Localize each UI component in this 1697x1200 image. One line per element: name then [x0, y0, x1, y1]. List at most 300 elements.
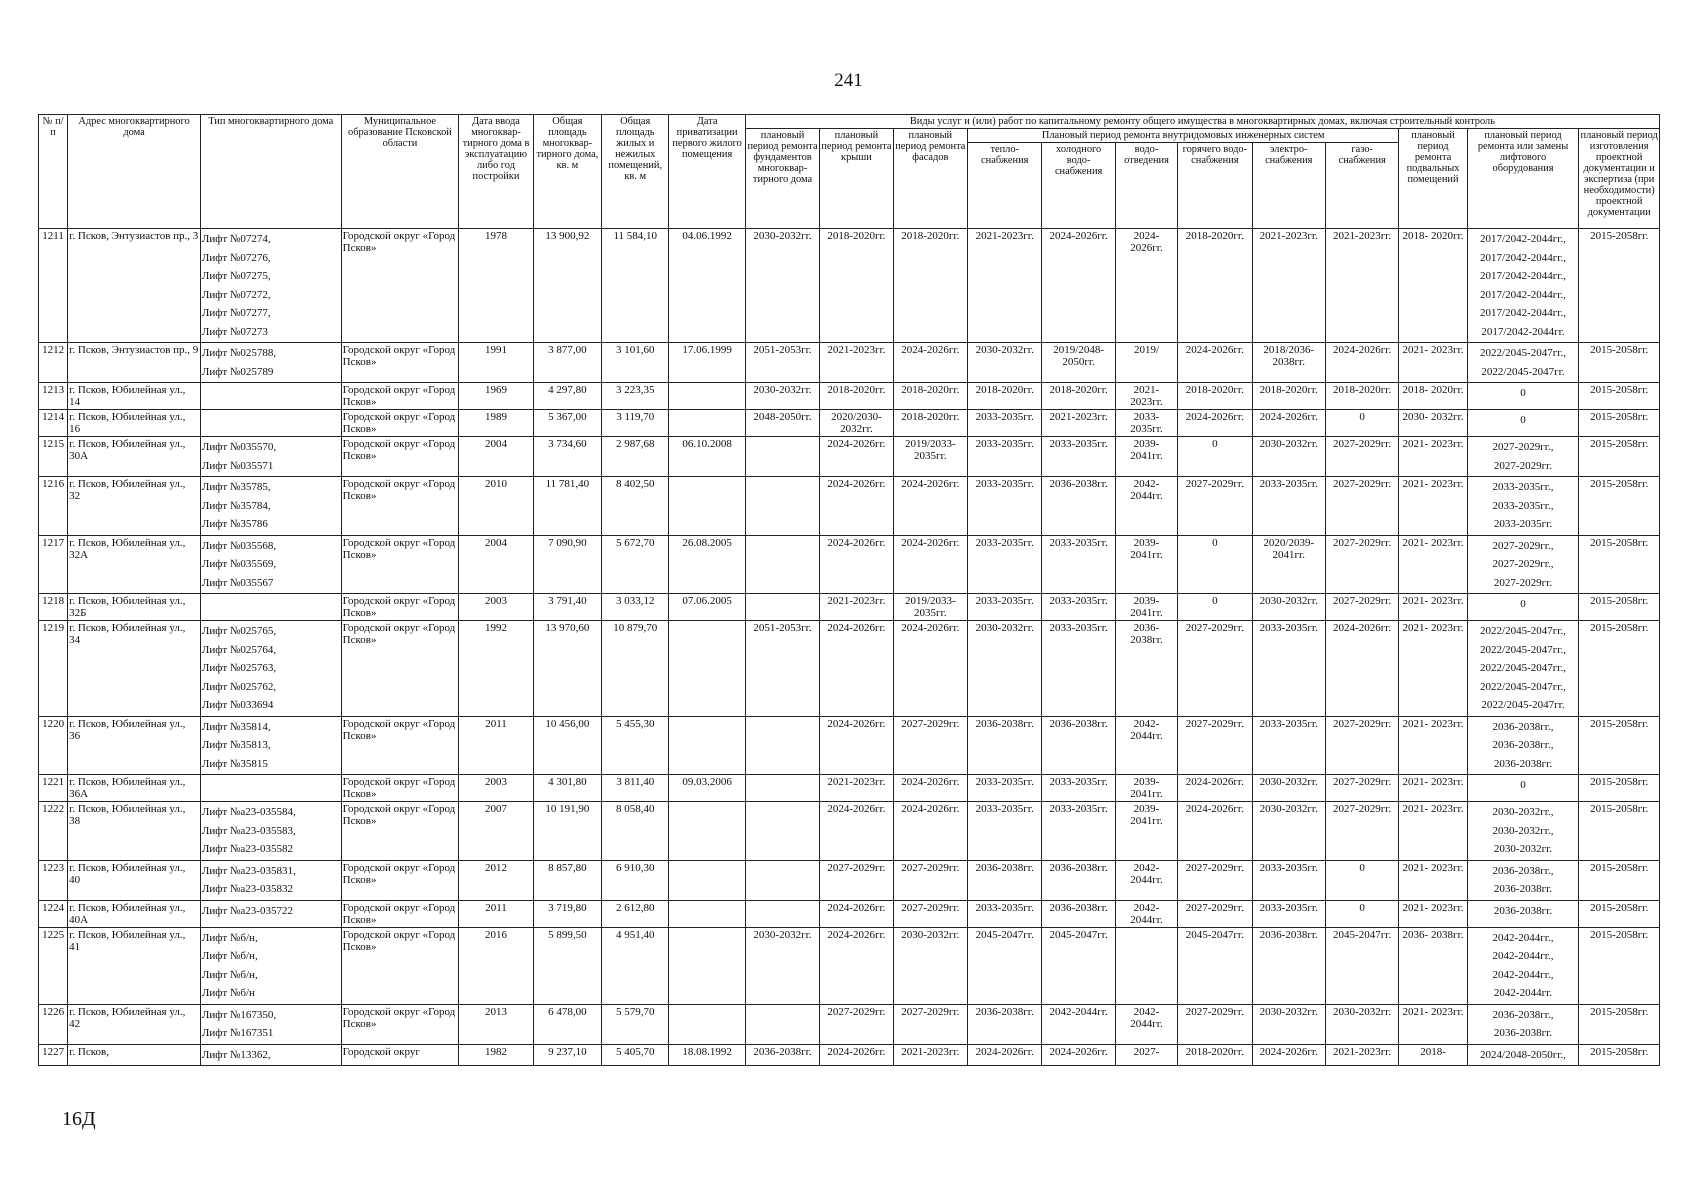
cell-roof: 2021-2023гг. [820, 775, 893, 802]
cell-foundation: 2030-2032гг. [745, 229, 819, 343]
cell-address: г. Псков, Юбилейная ул., 32 [68, 477, 201, 536]
cell-basement: 2021- 2023гг. [1399, 775, 1467, 802]
cell-facade: 2019/2033- 2035гг. [893, 594, 967, 621]
cell-drainage: 2039- 2041гг. [1115, 775, 1177, 802]
cell-living-area: 5 672,70 [602, 535, 669, 594]
lift-item: Лифт №а23-035832 [201, 883, 293, 895]
cell-heat: 2036-2038гг. [968, 716, 1042, 775]
cell-heat: 2036-2038гг. [968, 860, 1042, 900]
cell-year: 2004 [459, 535, 533, 594]
cell-gas: 2024-2026гг. [1325, 621, 1398, 717]
cell-foundation [745, 1004, 819, 1044]
cell-electric: 2018/2036- 2038гг. [1252, 343, 1325, 383]
lift-item: Лифт №а23-035584, [201, 806, 296, 818]
cell-gas: 0 [1325, 410, 1398, 437]
cell-basement: 2036- 2038гг. [1399, 927, 1467, 1004]
cell-hot-water: 0 [1178, 535, 1252, 594]
cell-municipality: Городской округ [341, 1044, 459, 1066]
cell-heat: 2030-2032гг. [968, 621, 1042, 717]
cell-project: 2015-2058гг. [1579, 535, 1660, 594]
cell-basement: 2018- [1399, 1044, 1467, 1066]
header-address: Адрес многоквартирного дома [68, 115, 201, 229]
cell-municipality: Городской округ «Город Псков» [341, 900, 459, 927]
cell-facade: 2018-2020гг. [893, 229, 967, 343]
cell-num: 1218 [39, 594, 68, 621]
cell-facade: 2019/2033- 2035гг. [893, 437, 967, 477]
cell-facade: 2024-2026гг. [893, 802, 967, 861]
cell-facade: 2018-2020гг. [893, 383, 967, 410]
elevator-period-item: 2027-2029гг., [1492, 539, 1554, 552]
cell-num: 1226 [39, 1004, 68, 1044]
elevator-period-item: 2033-2035гг., [1492, 481, 1554, 493]
cell-cold-water: 2033-2035гг. [1042, 621, 1115, 717]
cell-address: г. Псков, Юбилейная ул., 32А [68, 535, 201, 594]
cell-gas: 2027-2029гг. [1325, 775, 1398, 802]
cell-year: 2010 [459, 477, 533, 536]
cell-heat: 2033-2035гг. [968, 802, 1042, 861]
table-row [39, 860, 1660, 900]
cell-basement: 2021- 2023гг. [1399, 716, 1467, 775]
cell-total-area: 3 791,40 [533, 594, 601, 621]
cell-total-area: 4 297,80 [533, 383, 601, 410]
cell-address: г. Псков, Юбилейная ул., 34 [68, 621, 201, 717]
cell-total-area: 3 719,80 [533, 900, 601, 927]
cell-heat: 2033-2035гг. [968, 594, 1042, 621]
elevator-period-item: 2036-2038гг., [1492, 1008, 1554, 1021]
cell-roof: 2018-2020гг. [820, 229, 893, 343]
lift-item: Лифт №025762, [201, 680, 277, 693]
cell-electric: 2030-2032гг. [1252, 594, 1325, 621]
cell-address: г. Псков, Юбилейная ул., 16 [68, 410, 201, 437]
cell-living-area: 3 101,60 [602, 343, 669, 383]
cell-elevator [1467, 594, 1579, 621]
lift-item: Лифт №35784, [201, 499, 271, 512]
cell-privatization [669, 802, 745, 861]
cell-facade: 2024-2026гг. [893, 477, 967, 536]
cell-hot-water: 2018-2020гг. [1178, 1044, 1252, 1066]
cell-drainage: 2019/ [1115, 343, 1177, 383]
lift-item: Лифт №а23-035722 [201, 904, 293, 917]
cell-municipality: Городской округ «Город Псков» [341, 437, 459, 477]
cell-electric: 2033-2035гг. [1252, 477, 1325, 536]
cell-privatization: 26.08.2005 [669, 535, 745, 594]
cell-foundation [745, 900, 819, 927]
cell-lifts [200, 775, 341, 802]
cell-roof: 2024-2026гг. [820, 716, 893, 775]
cell-elevator [1467, 860, 1579, 900]
cell-basement: 2021- 2023гг. [1399, 900, 1467, 927]
table-row [39, 343, 1660, 383]
cell-address: г. Псков, Юбилейная ул., 36А [68, 775, 201, 802]
cell-drainage: 2033- 2035гг. [1115, 410, 1177, 437]
cell-elevator [1467, 716, 1579, 775]
cell-address: г. Псков, Юбилейная ул., 30А [68, 437, 201, 477]
cell-basement: 2018- 2020гг. [1399, 383, 1467, 410]
cell-address: г. Псков, Энтузиастов пр., 3 [68, 229, 201, 343]
cell-basement: 2021- 2023гг. [1399, 802, 1467, 861]
cell-electric: 2021-2023гг. [1252, 229, 1325, 343]
lift-item: Лифт №025765, [201, 625, 277, 637]
header-gas: газо- снабжения [1325, 143, 1398, 229]
lift-item: Лифт №07272, [201, 288, 271, 301]
cell-heat: 2033-2035гг. [968, 535, 1042, 594]
cell-municipality: Городской округ «Город Псков» [341, 535, 459, 594]
cell-electric: 2033-2035гг. [1252, 621, 1325, 717]
lift-item: Лифт №035571 [201, 459, 274, 472]
cell-num: 1222 [39, 802, 68, 861]
cell-year: 2012 [459, 860, 533, 900]
cell-living-area: 2 987,68 [602, 437, 669, 477]
cell-lifts [200, 716, 341, 775]
cell-basement: 2021- 2023гг. [1399, 477, 1467, 536]
cell-living-area: 3 811,40 [602, 775, 669, 802]
cell-project: 2015-2058гг. [1579, 900, 1660, 927]
elevator-period-item: 2030-2032гг., [1492, 806, 1554, 818]
header-basement: плановый период ремонта подвальных помещений [1399, 129, 1467, 229]
cell-drainage: 2042- 2044гг. [1115, 860, 1177, 900]
cell-municipality: Городской округ «Город Псков» [341, 860, 459, 900]
cell-gas: 2027-2029гг. [1325, 437, 1398, 477]
cell-foundation [745, 860, 819, 900]
cell-municipality: Городской округ «Город Псков» [341, 410, 459, 437]
table-row [39, 802, 1660, 861]
cell-lifts [200, 1004, 341, 1044]
elevator-period-item: 2027-2029гг., [1492, 441, 1554, 453]
cell-elevator [1467, 1004, 1579, 1044]
cell-heat: 2036-2038гг. [968, 1004, 1042, 1044]
cell-lifts [200, 343, 341, 383]
cell-elevator [1467, 900, 1579, 927]
cell-cold-water: 2042-2044гг. [1042, 1004, 1115, 1044]
cell-year: 1992 [459, 621, 533, 717]
cell-total-area: 3 877,00 [533, 343, 601, 383]
cell-address: г. Псков, Юбилейная ул., 40А [68, 900, 201, 927]
page-number: 241 [834, 70, 863, 91]
cell-num: 1219 [39, 621, 68, 717]
cell-living-area: 2 612,80 [602, 900, 669, 927]
lift-item: Лифт №025764, [201, 643, 277, 656]
table-body [39, 229, 1660, 1066]
cell-address: г. Псков, Юбилейная ул., 38 [68, 802, 201, 861]
lift-item: Лифт №07276, [201, 251, 271, 264]
elevator-period-item: 2027-2029гг., [1492, 558, 1554, 570]
cell-electric: 2020/2039- 2041гг. [1252, 535, 1325, 594]
cell-roof: 2027-2029гг. [820, 1004, 893, 1044]
elevator-period-item: 2017/2042-2044гг. [1481, 325, 1565, 338]
lift-item: Лифт №07274, [201, 233, 271, 245]
cell-roof: 2021-2023гг. [820, 343, 893, 383]
cell-roof: 2024-2026гг. [820, 1044, 893, 1066]
lift-item: Лифт №033694 [201, 699, 274, 711]
cell-lifts [200, 410, 341, 437]
cell-privatization: 09.03.2006 [669, 775, 745, 802]
cell-facade: 2024-2026гг. [893, 535, 967, 594]
cell-cold-water: 2024-2026гг. [1042, 229, 1115, 343]
cell-heat: 2030-2032гг. [968, 343, 1042, 383]
cell-living-area: 8 058,40 [602, 802, 669, 861]
cell-lifts [200, 594, 341, 621]
cell-hot-water: 2027-2029гг. [1178, 900, 1252, 927]
cell-privatization: 18.08.1992 [669, 1044, 745, 1066]
header-elevator: плановый период ремонта или замены лифтового оборудования [1467, 129, 1579, 229]
cell-electric: 2030-2032гг. [1252, 437, 1325, 477]
cell-basement: 2030- 2032гг. [1399, 410, 1467, 437]
cell-drainage: 2039- 2041гг. [1115, 437, 1177, 477]
cell-electric: 2024-2026гг. [1252, 410, 1325, 437]
header-municipality: Муниципальное образование Псковской области [341, 115, 459, 229]
cell-year: 2003 [459, 775, 533, 802]
cell-total-area: 9 237,10 [533, 1044, 601, 1066]
cell-foundation [745, 716, 819, 775]
cell-elevator [1467, 410, 1579, 437]
cell-project: 2015-2058гг. [1579, 229, 1660, 343]
cell-foundation [745, 775, 819, 802]
cell-municipality: Городской округ «Город Псков» [341, 343, 459, 383]
lift-item: Лифт №б/н, [201, 950, 258, 962]
cell-municipality: Городской округ «Город Псков» [341, 716, 459, 775]
cell-living-area: 3 033,12 [602, 594, 669, 621]
cell-hot-water: 2045-2047гг. [1178, 927, 1252, 1004]
cell-roof: 2024-2026гг. [820, 535, 893, 594]
cell-total-area: 5 899,50 [533, 927, 601, 1004]
cell-heat: 2033-2035гг. [968, 900, 1042, 927]
cell-electric: 2018-2020гг. [1252, 383, 1325, 410]
cell-total-area: 13 970,60 [533, 621, 601, 717]
cell-project: 2015-2058гг. [1579, 716, 1660, 775]
cell-privatization: 04.06.1992 [669, 229, 745, 343]
cell-municipality: Городской округ «Город Псков» [341, 477, 459, 536]
cell-foundation: 2051-2053гг. [745, 621, 819, 717]
elevator-period-item: 2042-2044гг. [1493, 987, 1553, 999]
cell-roof: 2027-2029гг. [820, 860, 893, 900]
cell-address: г. Псков, [68, 1044, 201, 1066]
cell-electric: 2024-2026гг. [1252, 1044, 1325, 1066]
cell-address: г. Псков, Юбилейная ул., 40 [68, 860, 201, 900]
cell-electric: 2033-2035гг. [1252, 900, 1325, 927]
cell-total-area: 10 456,00 [533, 716, 601, 775]
cell-elevator [1467, 927, 1579, 1004]
cell-living-area: 4 951,40 [602, 927, 669, 1004]
cell-drainage: 2042- 2044гг. [1115, 716, 1177, 775]
elevator-period-item: 2022/2045-2047гг., [1480, 347, 1567, 359]
cell-num: 1211 [39, 229, 68, 343]
cell-privatization [669, 477, 745, 536]
cell-living-area: 5 579,70 [602, 1004, 669, 1044]
cell-total-area: 7 090,90 [533, 535, 601, 594]
cell-total-area: 8 857,80 [533, 860, 601, 900]
lift-item: Лифт №б/н, [201, 968, 258, 981]
elevator-period-item: 2017/2042-2044гг., [1480, 251, 1567, 264]
cell-address: г. Псков, Юбилейная ул., 32Б [68, 594, 201, 621]
lift-item: Лифт №07273 [201, 325, 268, 338]
cell-living-area: 6 910,30 [602, 860, 669, 900]
cell-living-area: 11 584,10 [602, 229, 669, 343]
cell-gas: 2027-2029гг. [1325, 802, 1398, 861]
elevator-period-item: 0 [1520, 414, 1526, 426]
cell-project: 2015-2058гг. [1579, 621, 1660, 717]
elevator-period-item: 2036-2038гг., [1492, 720, 1554, 733]
cell-heat: 2033-2035гг. [968, 477, 1042, 536]
cell-lifts [200, 927, 341, 1004]
header-works-group: Виды услуг и (или) работ по капитальному ремонту общего имущества в многоквартирных домах, включая строительный контроль [745, 115, 1659, 129]
cell-project: 2015-2058гг. [1579, 775, 1660, 802]
cell-address: г. Псков, Юбилейная ул., 14 [68, 383, 201, 410]
cell-municipality: Городской округ «Город Псков» [341, 927, 459, 1004]
cell-lifts [200, 535, 341, 594]
cell-basement: 2021- 2023гг. [1399, 1004, 1467, 1044]
cell-roof: 2024-2026гг. [820, 621, 893, 717]
cell-facade: 2021-2023гг. [893, 1044, 967, 1066]
footer-code: 16Д [62, 1108, 96, 1130]
cell-basement: 2018- 2020гг. [1399, 229, 1467, 343]
cell-year: 2013 [459, 1004, 533, 1044]
header-living-area: Общая площадь жилых и нежилых помещений, кв. м [602, 115, 669, 229]
cell-gas: 2027-2029гг. [1325, 535, 1398, 594]
cell-gas: 2027-2029гг. [1325, 594, 1398, 621]
cell-privatization [669, 410, 745, 437]
cell-drainage: 2027- [1115, 1044, 1177, 1066]
cell-municipality: Городской округ «Город Псков» [341, 621, 459, 717]
cell-foundation [745, 594, 819, 621]
cell-cold-water: 2033-2035гг. [1042, 802, 1115, 861]
cell-gas: 2027-2029гг. [1325, 477, 1398, 536]
cell-drainage: 2039- 2041гг. [1115, 802, 1177, 861]
cell-heat: 2024-2026гг. [968, 1044, 1042, 1066]
elevator-period-item: 2027-2029гг. [1493, 576, 1553, 589]
cell-foundation [745, 437, 819, 477]
cell-gas: 2030-2032гг. [1325, 1004, 1398, 1044]
cell-electric: 2030-2032гг. [1252, 802, 1325, 861]
cell-roof: 2024-2026гг. [820, 900, 893, 927]
cell-num: 1224 [39, 900, 68, 927]
cell-cold-water: 2033-2035гг. [1042, 594, 1115, 621]
cell-electric: 2030-2032гг. [1252, 1004, 1325, 1044]
cell-elevator [1467, 383, 1579, 410]
cell-roof: 2024-2026гг. [820, 437, 893, 477]
cell-privatization: 06.10.2008 [669, 437, 745, 477]
elevator-period-item: 2030-2032гг. [1493, 843, 1553, 855]
cell-year: 1969 [459, 383, 533, 410]
cell-elevator [1467, 343, 1579, 383]
lift-item: Лифт №167351 [201, 1027, 274, 1039]
header-systems-group: Плановый период ремонта внутридомовых инженерных систем [968, 129, 1399, 143]
elevator-period-item: 2024/2048-2050гг., [1480, 1048, 1567, 1061]
header-heat: тепло- снабжения [968, 143, 1042, 229]
elevator-period-item: 2022/2045-2047гг., [1480, 680, 1567, 693]
cell-elevator [1467, 775, 1579, 802]
cell-drainage: 2042- 2044гг. [1115, 900, 1177, 927]
lift-item: Лифт №а23-035583, [201, 824, 296, 837]
cell-elevator [1467, 1044, 1579, 1066]
cell-lifts [200, 900, 341, 927]
cell-project: 2015-2058гг. [1579, 802, 1660, 861]
cell-gas: 0 [1325, 900, 1398, 927]
cell-foundation [745, 535, 819, 594]
cell-num: 1223 [39, 860, 68, 900]
cell-foundation: 2048-2050гг. [745, 410, 819, 437]
cell-municipality: Городской округ «Город Псков» [341, 802, 459, 861]
cell-gas: 2027-2029гг. [1325, 716, 1398, 775]
cell-roof: 2020/2030- 2032гг. [820, 410, 893, 437]
elevator-period-item: 2036-2038гг. [1493, 883, 1553, 895]
cell-elevator [1467, 621, 1579, 717]
cell-privatization [669, 1004, 745, 1044]
cell-project: 2015-2058гг. [1579, 437, 1660, 477]
cell-year: 2007 [459, 802, 533, 861]
header-project-docs: плановый период изготовления проектной документации и экспертиза (при необходимости) проектной документации [1579, 129, 1660, 229]
cell-privatization [669, 860, 745, 900]
cell-municipality: Городской округ «Город Псков» [341, 1004, 459, 1044]
cell-heat: 2033-2035гг. [968, 775, 1042, 802]
cell-cold-water: 2021-2023гг. [1042, 410, 1115, 437]
cell-heat: 2045-2047гг. [968, 927, 1042, 1004]
elevator-period-item: 2030-2032гг., [1492, 824, 1554, 837]
header-total-area: Общая площадь многоквар- тирного дома, кв. м [533, 115, 601, 229]
lift-item: Лифт №б/н, [201, 931, 258, 944]
cell-drainage: 2021- 2023гг. [1115, 383, 1177, 410]
cell-year: 1978 [459, 229, 533, 343]
cell-total-area: 13 900,92 [533, 229, 601, 343]
cell-lifts [200, 621, 341, 717]
cell-facade: 2024-2026гг. [893, 621, 967, 717]
cell-num: 1214 [39, 410, 68, 437]
header-privatization-date: Дата приватизации первого жилого помещения [669, 115, 745, 229]
lift-item: Лифт №07277, [201, 307, 271, 319]
cell-num: 1220 [39, 716, 68, 775]
lift-item: Лифт №025789 [201, 365, 274, 378]
cell-year: 2003 [459, 594, 533, 621]
cell-project: 2015-2058гг. [1579, 1004, 1660, 1044]
cell-heat: 2033-2035гг. [968, 410, 1042, 437]
table-row [39, 437, 1660, 477]
cell-basement: 2021- 2023гг. [1399, 594, 1467, 621]
cell-elevator [1467, 477, 1579, 536]
table-row [39, 621, 1660, 717]
cell-basement: 2021- 2023гг. [1399, 535, 1467, 594]
cell-hot-water: 2027-2029гг. [1178, 716, 1252, 775]
cell-year: 2004 [459, 437, 533, 477]
cell-cold-water: 2019/2048- 2050гг. [1042, 343, 1115, 383]
header-roof: плановый период ремонта крыши [820, 129, 893, 229]
cell-municipality: Городской округ «Город Псков» [341, 383, 459, 410]
cell-cold-water: 2033-2035гг. [1042, 437, 1115, 477]
cell-electric: 2033-2035гг. [1252, 860, 1325, 900]
cell-basement: 2021- 2023гг. [1399, 621, 1467, 717]
cell-facade: 2024-2026гг. [893, 775, 967, 802]
elevator-period-item: 2022/2045-2047гг. [1481, 365, 1565, 378]
cell-living-area: 5 405,70 [602, 1044, 669, 1066]
elevator-period-item: 2036-2038гг. [1493, 904, 1553, 917]
cell-facade: 2027-2029гг. [893, 860, 967, 900]
table-row [39, 927, 1660, 1004]
lift-item: Лифт №035567 [201, 576, 274, 589]
cell-cold-water: 2036-2038гг. [1042, 860, 1115, 900]
cell-drainage [1115, 927, 1177, 1004]
elevator-period-item: 2022/2045-2047гг., [1480, 662, 1567, 674]
cell-hot-water: 2018-2020гг. [1178, 229, 1252, 343]
cell-living-area: 3 223,35 [602, 383, 669, 410]
lift-item: Лифт №025788, [201, 347, 277, 359]
table-row [39, 1044, 1660, 1066]
elevator-period-item: 2022/2045-2047гг., [1480, 643, 1567, 656]
cell-cold-water: 2033-2035гг. [1042, 535, 1115, 594]
cell-year: 1989 [459, 410, 533, 437]
cell-privatization: 17.06.1999 [669, 343, 745, 383]
elevator-period-item: 2036-2038гг., [1492, 864, 1554, 877]
cell-living-area: 8 402,50 [602, 477, 669, 536]
elevator-period-item: 2022/2045-2047гг. [1481, 699, 1565, 711]
elevator-period-item: 2017/2042-2044гг., [1480, 233, 1567, 245]
